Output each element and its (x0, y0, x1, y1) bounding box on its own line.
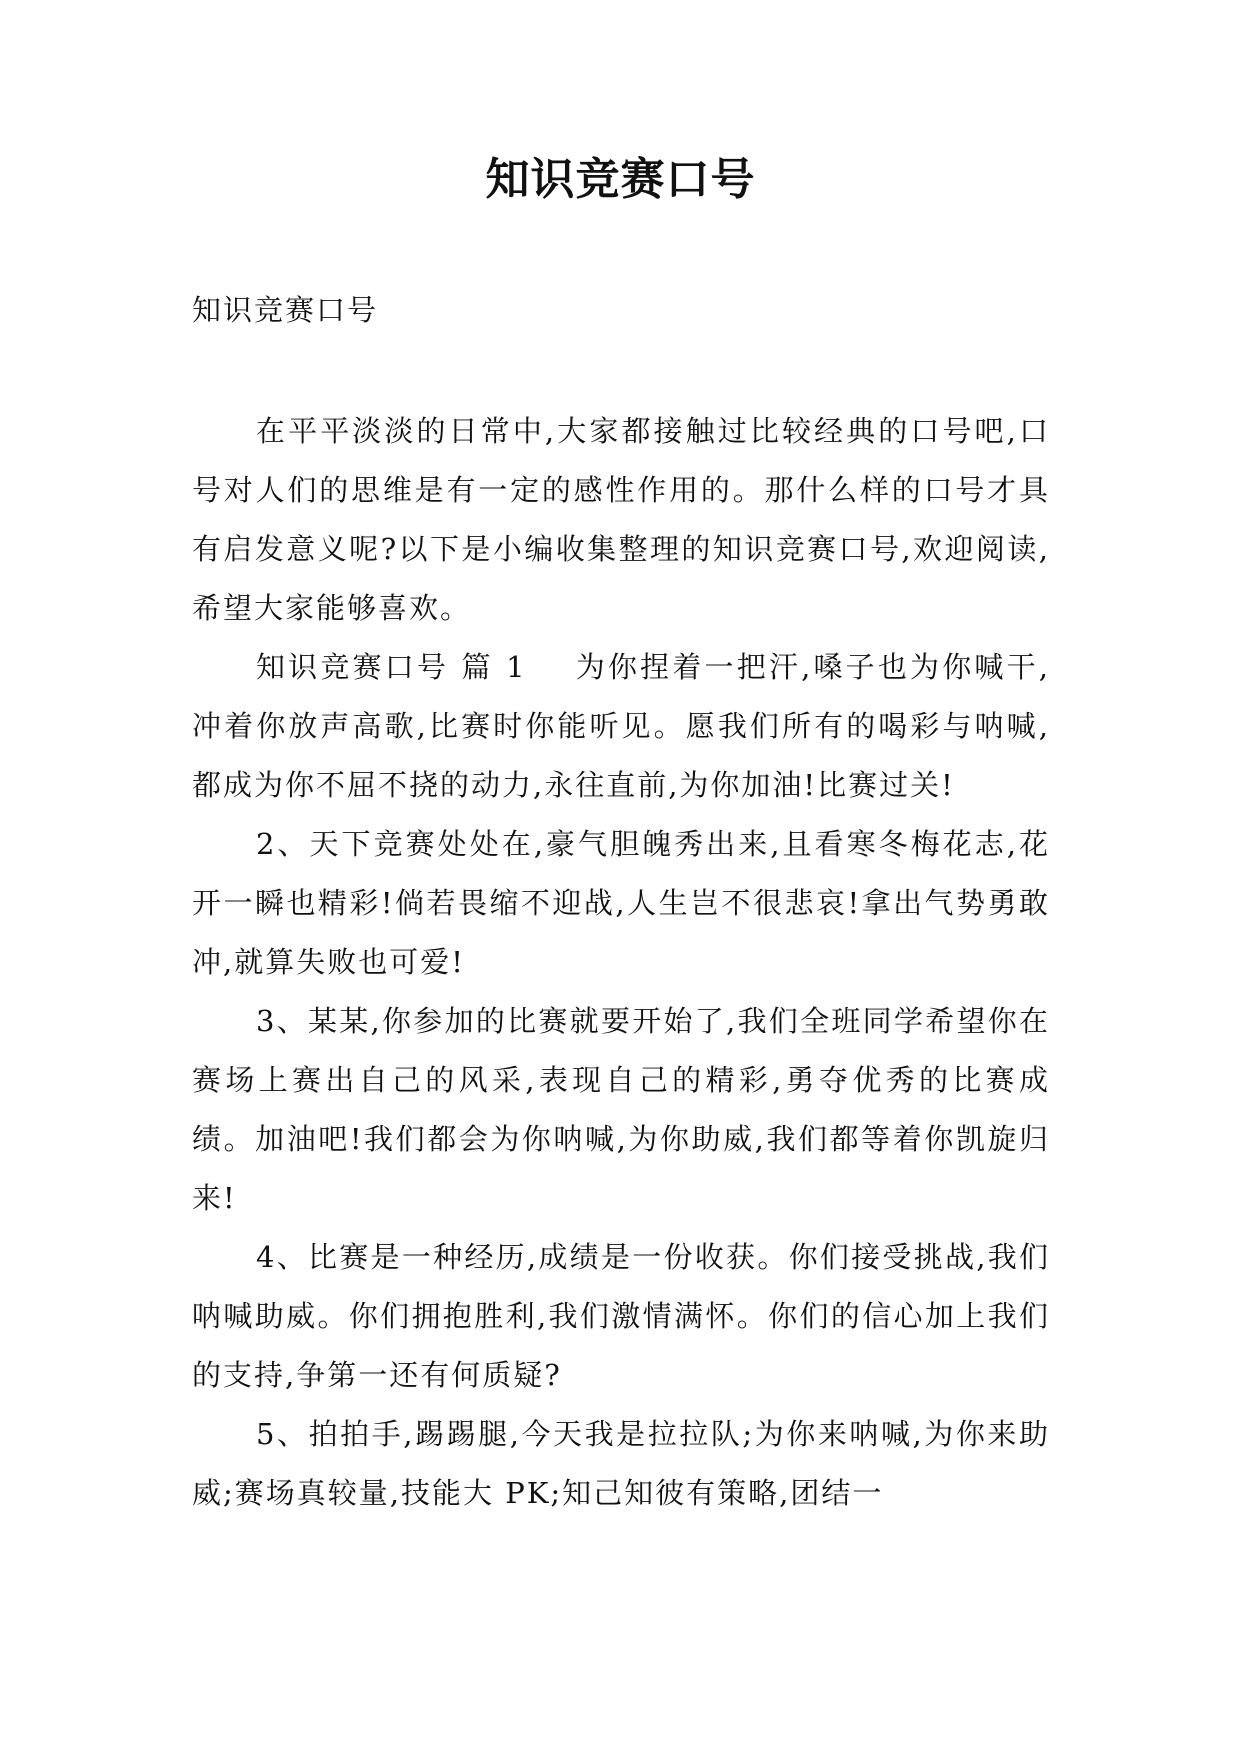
section-label: 知识竞赛口号 篇 1 (256, 650, 527, 684)
document-body (192, 402, 1050, 1523)
slogan-4-paragraph: 4、比赛是一种经历,成绩是一份收获。你们接受挑战,我们呐喊助威。你们拥抱胜利,我们激情满怀。你们的信心加上我们的支持,争第一还有何质疑? (192, 1240, 1050, 1392)
document-subtitle: 知识竞赛口号 (192, 293, 379, 327)
slogan-5-paragraph: 5、拍拍手,踢踢腿,今天我是拉拉队;为你来呐喊,为你来助威;赛场真较量,技能大 PK;知己知彼有策略,团结一 (192, 1417, 1050, 1510)
section-1-paragraph (192, 638, 1050, 815)
slogan-1-text: 为你捏着一把汗,嗓子也为你喊干,冲着你放声高歌,比赛时你能听见。愿我们所有的喝彩与呐喊,都成为你不屈不挠的动力,永往直前,为你加油!比赛过关! (192, 650, 1051, 802)
slogan-2-paragraph: 2、天下竞赛处处在,豪气胆魄秀出来,且看寒冬梅花志,花开一瞬也精彩!倘若畏缩不迎战,人生岂不很悲哀!拿出气势勇敢冲,就算失败也可爱! (192, 827, 1050, 979)
slogan-3-paragraph: 3、某某,你参加的比赛就要开始了,我们全班同学希望你在赛场上赛出自己的风采,表现自己的精彩,勇夺优秀的比赛成绩。加油吧!我们都会为你呐喊,为你助威,我们都等着你凯旋归来! (192, 1004, 1050, 1215)
document-title: 知识竞赛口号 (485, 154, 756, 205)
intro-paragraph: 在平平淡淡的日常中,大家都接触过比较经典的口号吧,口号对人们的思维是有一定的感性作用的。那什么样的口号才具有启发意义呢?以下是小编收集整理的知识竞赛口号,欢迎阅读,希望大家能够喜欢。 (192, 414, 1050, 625)
